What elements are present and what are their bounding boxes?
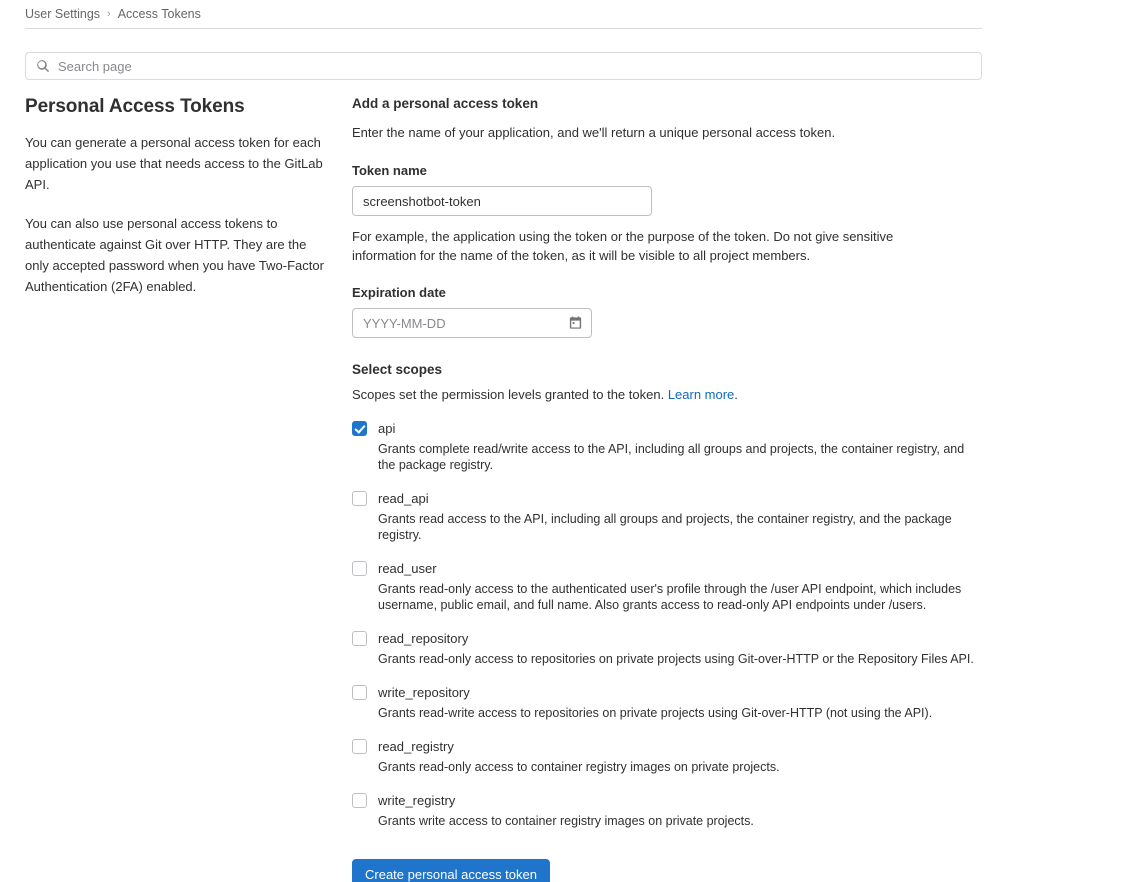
checkbox-read-user[interactable] [352,561,367,576]
scope-description-write-registry: Grants write access to container registry images on private projects. [378,814,754,828]
scope-description-read-repository: Grants read-only access to repositories on private projects using Git-over-HTTP or the Repository Files API. [378,652,974,666]
scope-label-write-registry: write_registry [378,793,456,808]
select-scopes-subtext [352,387,982,402]
scopes-sub-sentence: Scopes set the permission levels granted to the token. [352,387,665,402]
scope-label-api: api [378,421,396,436]
intro-paragraph-1: You can generate a personal access token for each application you use that needs access to the GitLab API. [25,135,323,192]
form-heading: Add a personal access token [352,96,539,111]
token-name-label: Token name [352,163,427,178]
submit-container [352,859,982,882]
scope-description-write-repository: Grants read-write access to repositories on private projects using Git-over-HTTP (not using the API). [378,706,933,720]
checkbox-write-repository[interactable] [352,685,367,700]
scope-description-read-user: Grants read-only access to the authenticated user's profile through the /user API endpoint, which includes username, public email, and full name. Also grants access to read-only API endpoints under /users. [378,582,962,612]
checkbox-read-api[interactable] [352,491,367,506]
scope-label-read-api: read_api [378,491,429,506]
scope-row-api[interactable] [352,420,982,473]
scope-row-write-repository[interactable] [352,684,982,721]
expiration-date-field [352,308,592,338]
scope-row-read-repository[interactable] [352,630,982,667]
scope-description-read-api: Grants read access to the API, including all groups and projects, the container registry, and the package registry. [378,512,952,542]
scope-label-read-user: read_user [378,561,437,576]
expiration-date-label: Expiration date [352,285,446,300]
search-input[interactable] [26,53,981,79]
select-scopes-heading: Select scopes [352,362,443,377]
scopes-learn-more-link[interactable]: Learn more [667,387,735,402]
scope-description-read-registry: Grants read-only access to container registry images on private projects. [378,760,780,774]
checkbox-read-repository[interactable] [352,631,367,646]
scope-row-read-user[interactable] [352,560,982,613]
checkbox-read-registry[interactable] [352,739,367,754]
expiration-date-input[interactable] [352,308,592,338]
token-form-column [352,96,982,882]
scopes-list [352,420,982,829]
scope-label-write-repository: write_repository [378,685,470,700]
scope-label-read-repository: read_repository [378,631,469,646]
scopes-sub-period: . [734,387,738,402]
create-personal-access-token-button[interactable]: Create personal access token [352,859,550,882]
scope-row-read-registry[interactable] [352,738,982,775]
search-icon [36,59,50,73]
intro-paragraph-2: You can also use personal access tokens to authenticate against Git over HTTP. They are the only accepted password when you have Two-Factor Authentication (2FA) enabled. [25,216,324,294]
breadcrumb-user-settings[interactable]: User Settings [25,7,101,21]
search-box[interactable] [25,52,982,80]
breadcrumb-access-tokens[interactable]: Access Tokens [117,7,201,21]
checkbox-write-registry[interactable] [352,793,367,808]
checkbox-api[interactable] [352,421,367,436]
token-name-input[interactable] [352,186,652,216]
scope-label-read-registry: read_registry [378,739,454,754]
intro-column [25,96,325,315]
breadcrumb-separator-icon: › [107,7,111,20]
scope-description-api: Grants complete read/write access to the API, including all groups and projects, the container registry, and the package registry. [378,442,965,472]
search-page-container [25,52,982,80]
page-title: Personal Access Tokens [25,96,245,117]
scope-row-write-registry[interactable] [352,792,982,829]
scope-row-read-api[interactable] [352,490,982,543]
form-subheading: Enter the name of your application, and we'll return a unique personal access token. [352,125,836,140]
breadcrumb [25,0,982,28]
token-name-help-text: For example, the application using the token or the purpose of the token. Do not give sensitive information for the name of the token, as it will be visible to all project members. [352,229,894,263]
breadcrumb-divider [25,28,982,29]
